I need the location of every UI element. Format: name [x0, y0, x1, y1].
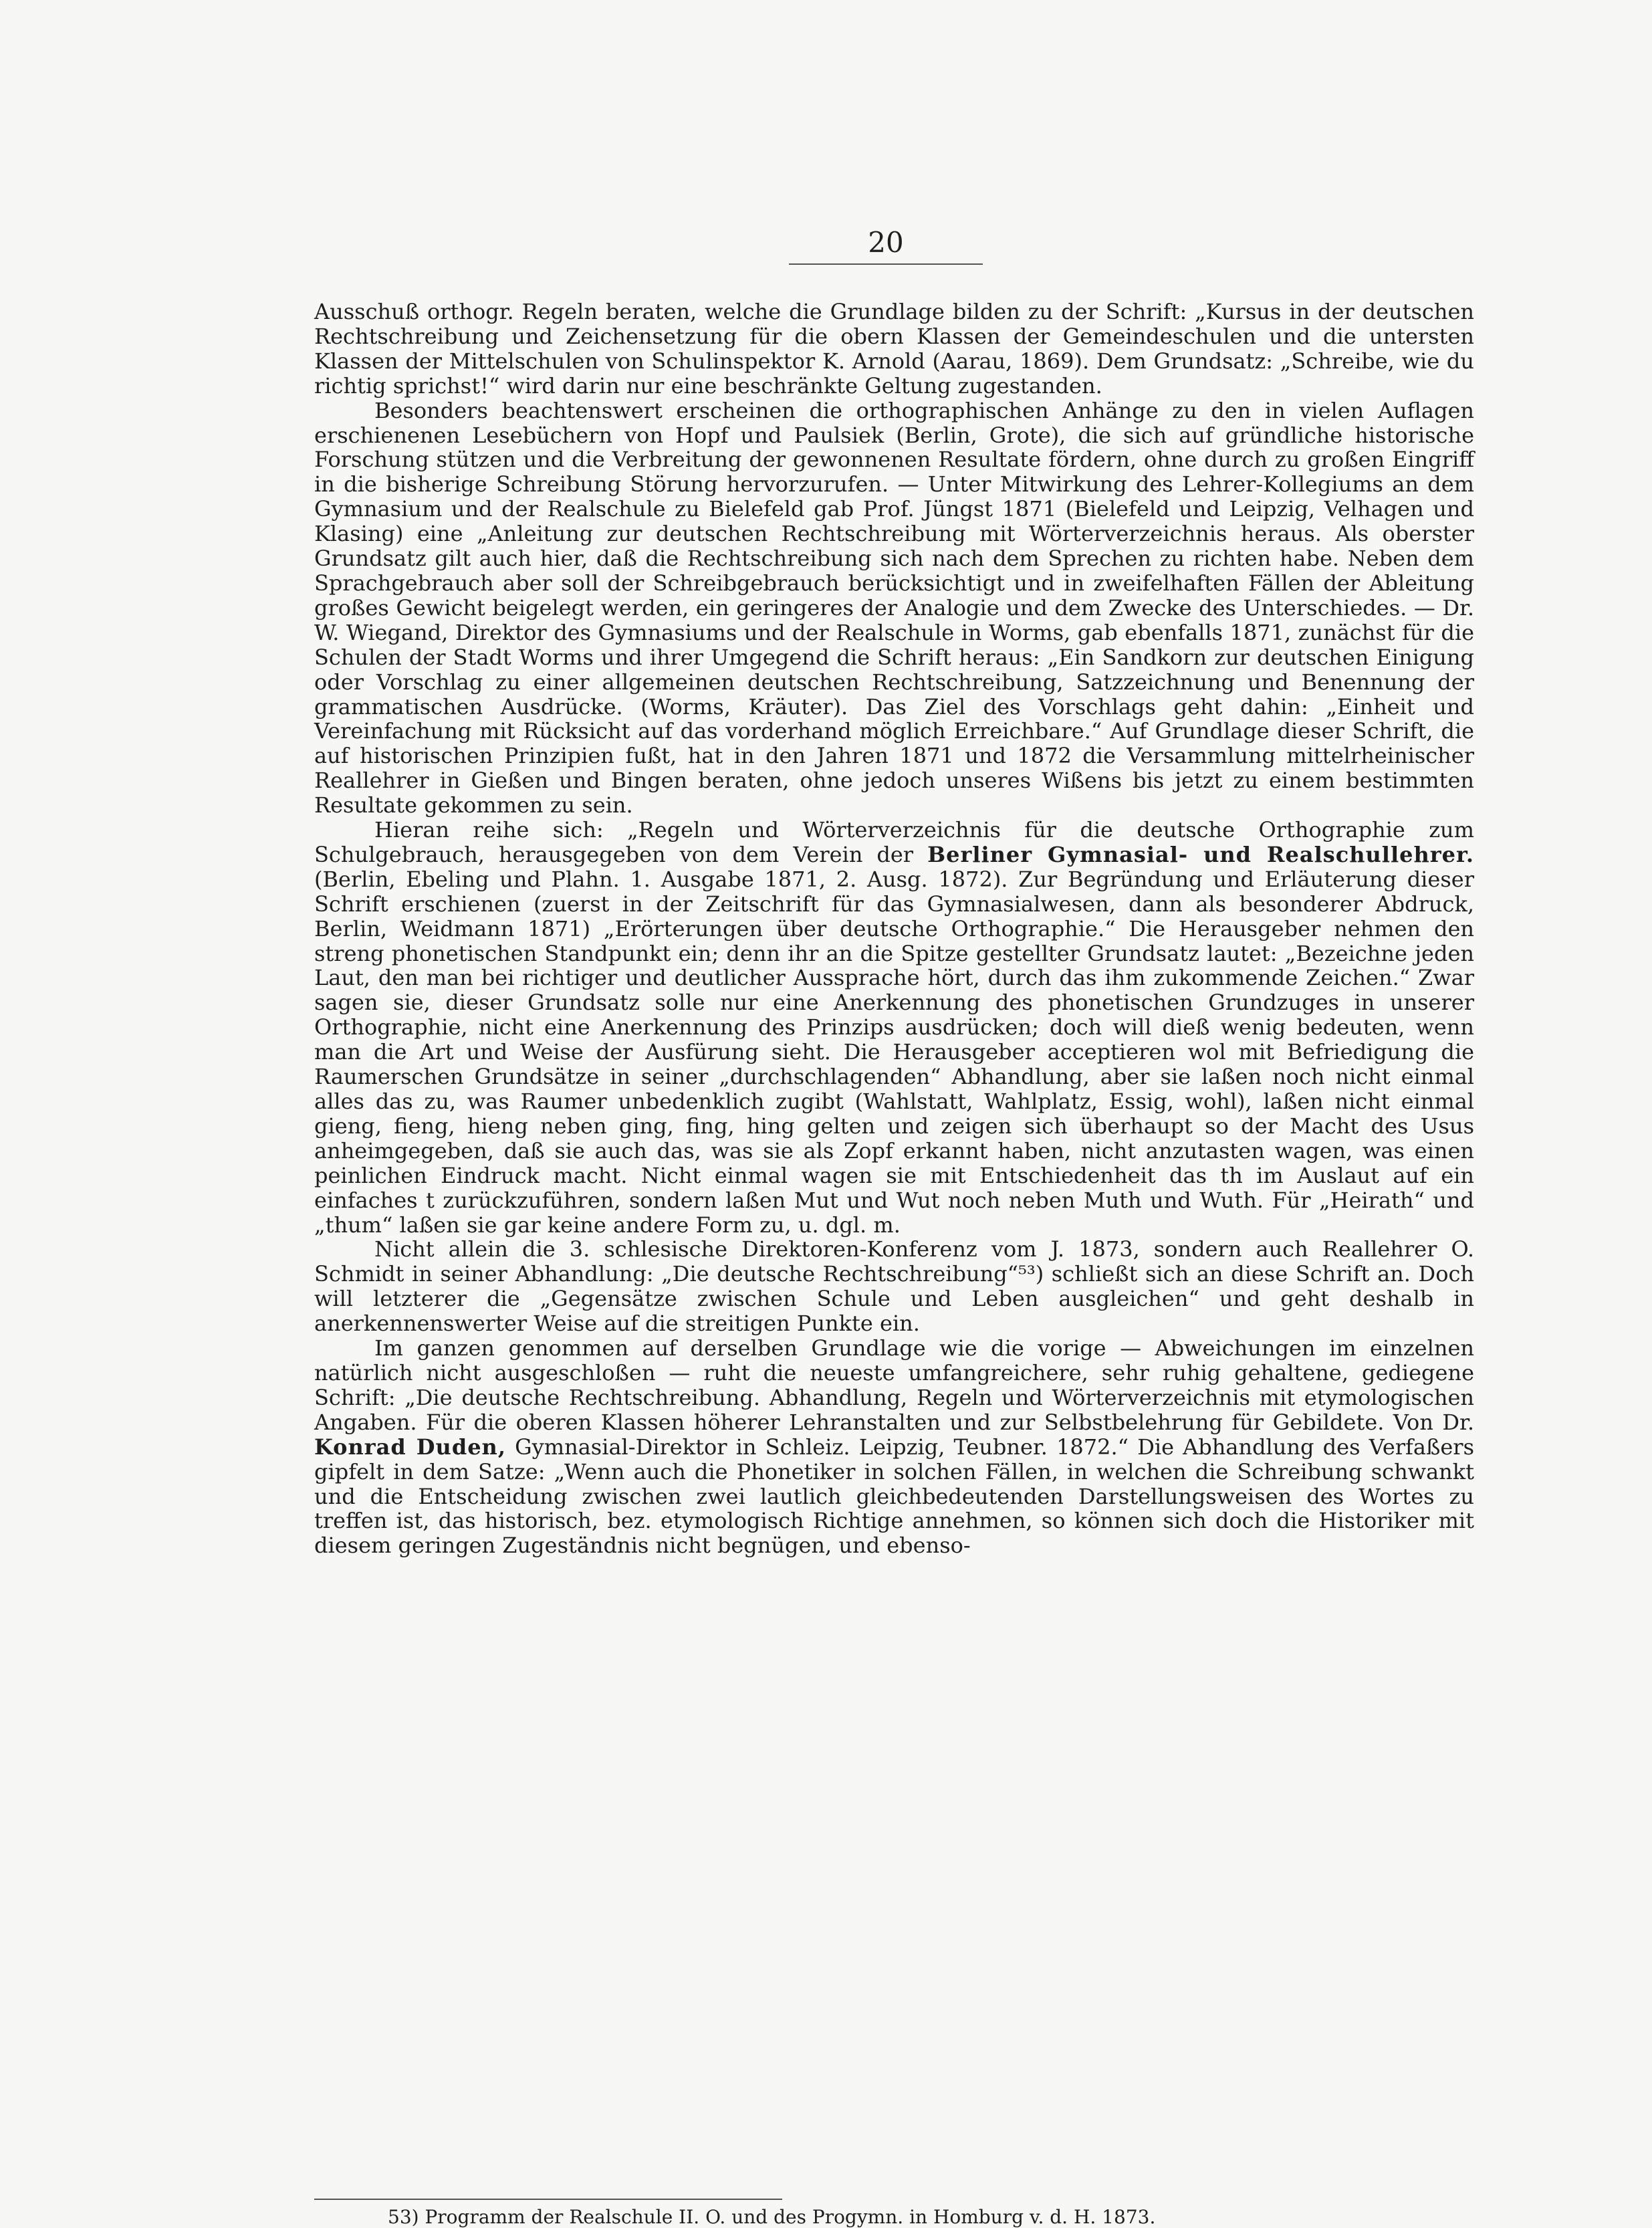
bold-publisher-name: Berliner Gymnasial- und Realschullehrer. — [927, 841, 1475, 867]
paragraph-2 — [314, 399, 1474, 818]
paragraph-1 — [314, 300, 1474, 399]
paragraph-5 — [314, 1336, 1474, 1558]
paragraph-text: (Berlin, Ebeling und Plahn. 1. Ausgabe 1871, 2. Ausg. 1872). Zur Begründung und Erläuterung dieser Schrift erschienen (zuerst in der Zeitschrift für das Gymnasialwesen, dann als besonderer Abdruck, Berlin, Weidmann 1871) „Erörterungen über deutsche Orthographie.“ Die Herausgeber nehmen den streng phonetischen Standpunkt ein; denn ihr an die Spitze gestellter Grundsatz lautet: „Bezeichne jeden Laut, den man bei richtiger und deutlicher Aussprache hört, durch das ihm zukommende Zeichen.“ Zwar sagen sie, dieser Grundsatz solle nur eine Anerkennung des phonetischen Grundzuges in unserer Orthographie, nicht eine Anerkennung des Prinzips ausdrücken; doch will dieß wenig bedeuten, wenn man die Art und Weise der Ausfürung sieht. Die Herausgeber acceptieren wol mit Befriedigung die Raumerschen Grundsätze in seiner „durchschlagenden“ Abhandlung, aber sie laßen noch nicht einmal alles das zu, was Raumer unbedenklich zugibt (Wahlstatt, Wahlplatz, Essig, wohl), laßen nicht einmal gieng, fieng, hieng neben ging, fing, hing gelten und zeigen sich überhaupt so der Macht des Usus anheimgegeben, daß sie auch das, was sie als Zopf erkannt haben, nicht anzutasten wagen, was einen peinlichen Eindruck macht. Nicht einmal wagen sie mit Entschiedenheit das th im Auslaut auf ein einfaches t zurückzuführen, sondern laßen Mut und Wut noch neben Muth und Wuth. Für „Heirath“ und „thum“ laßen sie gar keine andere Form zu, u. dgl. m. — [314, 866, 1474, 1238]
paragraph-4 — [314, 1237, 1474, 1336]
paragraph-3 — [314, 818, 1474, 1237]
header-rule — [789, 263, 983, 265]
footnote: 53) Programm der Realschule II. O. und des Progymn. in Homburg v. d. H. 1873. — [388, 2206, 1156, 2228]
body-text — [314, 300, 1474, 1558]
page-number: 20 — [868, 226, 904, 259]
paragraph-text: Nicht allein die 3. schlesische Direktoren-Konferenz vom J. 1873, sondern auch Reallehrer O. Schmidt in seiner Abhandlung: „Die deutsche Rechtschreibung“⁵³) schließt sich an diese Schrift an. Doch will letzterer die „Gegensätze zwischen Schule und Leben ausgleichen“ und geht deshalb in anerkennenswerter Weise auf die streitigen Punkte ein. — [314, 1236, 1474, 1337]
paragraph-text: Gymnasial-Direktor in Schleiz. Leipzig, Teubner. 1872.“ Die Abhandlung des Verfaßers gipfelt in dem Satze: „Wenn auch die Phonetiker in solchen Fällen, in welchen die Schreibung schwankt und die Entscheidung zwischen zwei lautlich gleichbedeutenden Darstellungsweisen des Wortes zu treffen ist, das historisch, bez. etymologisch Richtige annehmen, so können sich doch die Historiker mit diesem geringen Zugeständnis nicht begnügen, und ebenso- — [314, 1434, 1475, 1559]
paragraph-text: Besonders beachtenswert erscheinen die orthographischen Anhänge zu den in vielen Auflagen erschienenen Lesebüchern von Hopf und Paulsiek (Berlin, Grote), die sich auf gründliche historische Forschung stützen und die Verbreitung der gewonnenen Resultate fördern, ohne durch zu großen Eingriff in die bisherige Schreibung Störung hervorzurufen. — Unter Mitwirkung des Lehrer-Kollegiums an dem Gymnasium und der Realschule zu Bielefeld gab Prof. Jüngst 1871 (Bielefeld und Leipzig, Velhagen und Klasing) eine „Anleitung zur deutschen Rechtschreibung mit Wörterverzeichnis heraus. Als oberster Grundsatz gilt auch hier, daß die Rechtschreibung sich nach dem Sprechen zu richten habe. Neben dem Sprachgebrauch aber soll der Schreibgebrauch berücksichtigt und in zweifelhaften Fällen der Ableitung großes Gewicht beigelegt werden, ein geringeres der Analogie und dem Zwecke des Unterschiedes. — Dr. W. Wiegand, Direktor des Gymnasiums und der Realschule in Worms, gab ebenfalls 1871, zunächst für die Schulen der Stadt Worms und ihrer Umgegend die Schrift heraus: „Ein Sandkorn zur deutschen Einigung oder Vorschlag zu einer allgemeinen deutschen Rechtschreibung, Satzzeichnung und Benennung der grammatischen Ausdrücke. (Worms, Kräuter). Das Ziel des Vorschlags geht dahin: „Einheit und Vereinfachung mit Rücksicht auf das vorderhand möglich Erreichbare.“ Auf Grundlage dieser Schrift, die auf historischen Prinzipien fußt, hat in den Jahren 1871 und 1872 die Versammlung mittelrheinischer Reallehrer in Gießen und Bingen beraten, ohne jedoch unseres Wißens bis jetzt zu einem bestimmten Resultate gekommen zu sein. — [314, 397, 1474, 818]
paragraph-text: Im ganzen genommen auf derselben Grundlage wie die vorige — Abweichungen im einzelnen natürlich nicht ausgeschloßen — ruht die neueste umfangreichere, sehr ruhig gehaltene, gediegene Schrift: „Die deutsche Rechtschreibung. Abhandlung, Regeln und Wörterverzeichnis mit etymologischen Angaben. Für die oberen Klassen höherer Lehranstalten und zur Selbstbelehrung für Gebildete. Von Dr. — [314, 1335, 1474, 1435]
paragraph-text: Hieran reihe sich: „Regeln und Wörterverzeichnis für die deutsche Orthographie zum Schulgebrauch, herausgegeben von dem Verein der — [314, 817, 1474, 867]
bold-author-name: Konrad Duden, — [314, 1434, 506, 1460]
paragraph-text: Ausschuß orthogr. Regeln beraten, welche die Grundlage bilden zu der Schrift: „Kursus in der deutschen Rechtschreibung und Zeichensetzung für die obern Klassen der Gemeindeschulen und die untersten Klassen der Mittelschulen von Schulinspektor K. Arnold (Aarau, 1869). Dem Grundsatz: „Schreibe, wie du richtig sprichst!“ wird darin nur eine beschränkte Geltung zugestanden. — [314, 299, 1474, 399]
footnote-rule — [314, 2199, 782, 2200]
